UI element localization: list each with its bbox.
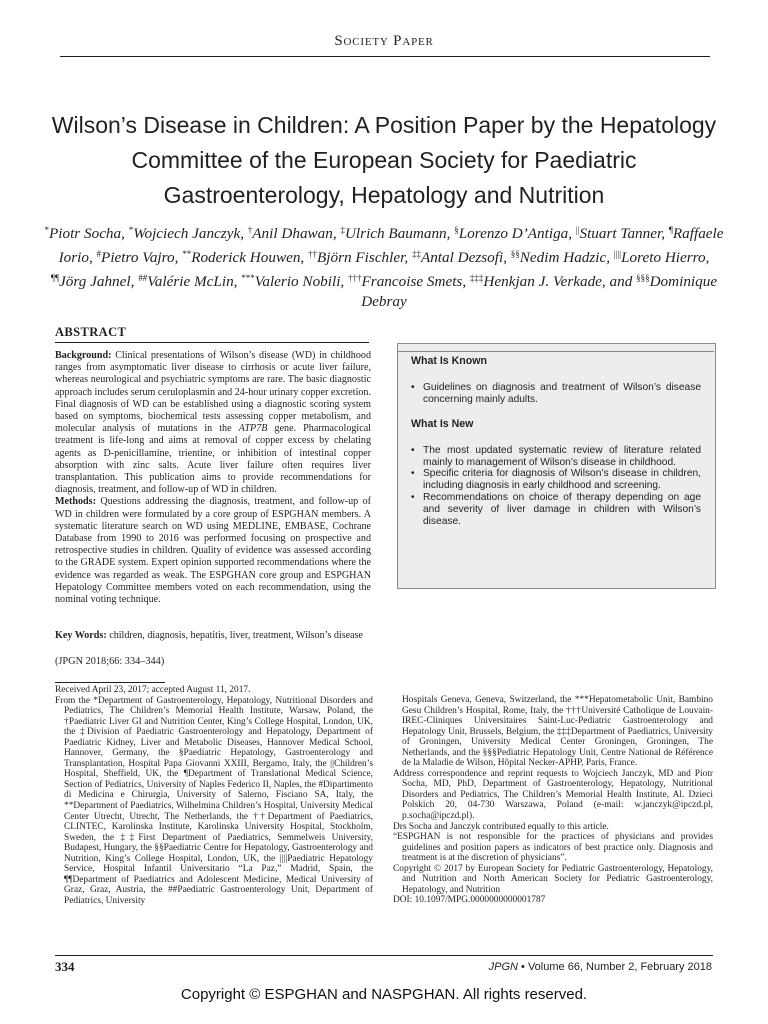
author [44, 225, 121, 242]
new-item: • Specific criteria for diagnosis of Wilson’s disease in children, including diagnosis in early childhood and screening. [411, 468, 701, 492]
doi: DOI: 10.1097/MPG.0000000000001787 [393, 895, 546, 906]
author-affiliation-mark: ¶ [668, 225, 673, 235]
author-affiliation-mark: ‡ [340, 225, 345, 235]
abstract-background [55, 350, 371, 496]
author-name: Roderick Houwen [191, 249, 301, 266]
correspondence: Address correspondence and reprint requests to Wojciech Janczyk, MD and Piotr Socha, MD, PhD, Department of Gastroenterology, Hepatology, Nutritional Disorders and Pediatrics, The Children’s Memorial Health Institute, Al. Dzieci Polskich 20, 04-730 Warszawa, Poland (e-mail: w.janczyk@ipczd.pl, p.socha@ipczd.pl). [393, 768, 713, 822]
copyright-bar: Copyright © ESPGHAN and NASPGHAN. All rights reserved. [180, 986, 588, 1003]
author-affiliation-mark: ** [182, 249, 192, 259]
author-affiliation-mark: § [454, 225, 459, 235]
author [248, 225, 333, 242]
author-name: Ulrich Baumann [344, 225, 447, 242]
author-name: Francoise Smets [361, 273, 463, 290]
author-name: Pietro Vajro [101, 249, 175, 266]
keywords-text: children, diagnosis, hepatitis, liver, treatment, Wilson’s disease [109, 630, 364, 641]
methods-label: Methods: [55, 496, 96, 508]
footnote-rule [55, 682, 165, 683]
author-affiliation-mark: |||| [613, 249, 622, 259]
author [340, 225, 446, 242]
footnotes-right-column [393, 695, 713, 906]
citation: (JPGN 2018;66: 334–344) [55, 656, 165, 667]
abstract-heading: ABSTRACT [55, 325, 127, 339]
background-text: Clinical presentations of Wilson’s disease (WD) in childhood ranges from asymptomatic liver disease to cirrhosis or acute liver failure, whereas neurological and psychiatric symptoms are rare. The basic diagnostic approach includes serum ceruloplasmin and 24-hour urinary copper excretion. Final diagnosis of WD can be established using a diagnostic scoring system based on symptoms, biochemical tests assessing copper metabolism, and molecular analysis of mutations in the [55, 350, 371, 435]
author-conjunction: and [609, 273, 637, 290]
author-affiliation-mark: §§§ [636, 273, 650, 283]
author-name: Piotr Socha [48, 225, 122, 242]
known-list [411, 382, 701, 406]
author-name: Antal Dezsofi [420, 249, 504, 266]
author-affiliation-mark: ‡‡‡ [469, 273, 484, 283]
author-affiliation-mark: # [96, 249, 102, 259]
author [51, 273, 131, 290]
background-label: Background: [55, 350, 112, 361]
author-affiliation-mark: † [247, 225, 253, 235]
author [412, 249, 503, 266]
author-name: Valerio Nobili [254, 273, 341, 290]
affiliations-right: Hospitals Geneva, Geneva, Switzerland, the ***Hepatometabolic Unit, Bambino Gesu Children’s Hospital, Rome, Italy, the †††Université Catholique de Louvain-IREC-Cliniques Universitaires Saint-Luc-Pediatric Gastroenterology and Hepatology Unit, Brussels, Belgium, the ‡‡‡Department of Paediatrics, University of Groningen, University Medical Center Groningen, Groningen, The Netherlands, and the §§§Pediatric Hepatology Unit, Centre National de Référence de la Maladie de Wilson, Hôpital Necker-APHP, Paris, France. [402, 695, 713, 769]
known-item: • Guidelines on diagnosis and treatment of Wilson’s disease concerning mainly adults. [411, 382, 701, 406]
footer-bullet: • [521, 961, 525, 973]
author-affiliation-mark: †† [308, 249, 318, 259]
author-affiliation-mark: * [128, 225, 134, 235]
author-affiliation-mark: §§ [510, 249, 520, 259]
page-number: 334 [55, 959, 75, 974]
author-affiliation-mark: || [575, 225, 580, 235]
received-dates: Received April 23, 2017; accepted August 11, 2017. [55, 685, 251, 695]
author-name: Jörg Jahnel [59, 273, 131, 290]
author [182, 249, 300, 266]
header-rule [60, 56, 710, 57]
author [138, 273, 233, 290]
author-name: Wojciech Janczyk [133, 225, 241, 242]
new-item: • The most updated systematic review of literature related mainly to management of Wilson’s disease in childhood. [411, 445, 701, 469]
author-name: Lorenzo D’Antiga [458, 225, 569, 242]
box-inner-rule [397, 351, 714, 352]
author [576, 225, 661, 242]
author-name: Loreto Hierro [621, 249, 706, 266]
journal-issue: Volume 66, Number 2, February 2018 [527, 961, 712, 973]
abstract-body [55, 350, 371, 606]
author [348, 273, 462, 290]
known-heading: What Is Known [411, 355, 487, 367]
author-name: Henkjan J. Verkade [483, 273, 602, 290]
journal-name: JPGN [488, 961, 518, 973]
keywords [55, 630, 371, 642]
author [129, 225, 240, 242]
new-heading: What Is New [411, 417, 474, 430]
section-heading: Society Paper [334, 33, 434, 49]
author-list: *Piotr Socha, *Wojciech Janczyk, †Anil Dhawan, ‡Ulrich Baumann, §Lorenzo D’Antiga, ||Stuart Tanner, ¶Raffaele Iorio, #Pietro Vajro, **Roderick Houwen, ††Björn Fischler, ‡‡Antal Dezsofi, §§Nedim Hadzic, ||||Loreto Hierro, ¶¶Jörg Jahnel, ##Valérie McLin, ***Valerio Nobili, †††Francoise Smets, ‡‡‡Henkjan J. Verkade, and §§§Dominique Debray [44, 225, 724, 310]
author-name: Nedim Hadzic [519, 249, 607, 266]
methods-text: Questions addressing the diagnosis, treatment, and follow-up of WD in children were formulated by a core group of ESPGHAN members. A systematic literature search on WD using MEDLINE, EMBASE, Cochrane Database from 1990 to 2016 was performed focusing on prospective and retrospective studies in children. Quality of evidence was assessed according to the GRADE system. Expert opinion supported recommendations where the evidence was regarded as weak. The ESPGHAN core group and ESPGHAN Hepatology Committee members voted on each recommendation, using the nominal voting technique. [55, 496, 371, 606]
author-name: Anil Dhawan [252, 225, 333, 242]
author-affiliation-mark: ‡‡ [411, 249, 421, 259]
what-is-known-box [397, 343, 716, 589]
author-affiliation-mark: ## [138, 273, 148, 283]
abstract-rule [55, 342, 369, 343]
copyright-notice: Copyright © 2017 by European Society for Pediatric Gastroenterology, Hepatology, and Nutrition and North American Society for Pediatric Gastroenterology, Hepatology, and Nutrition [393, 863, 713, 895]
author-affiliation-mark: ††† [348, 273, 362, 283]
author [614, 249, 706, 266]
author [308, 249, 404, 266]
footer-rule [55, 955, 713, 956]
author-name: Dominique Debray [361, 273, 718, 310]
author-name: Stuart Tanner [579, 225, 662, 242]
author-affiliation-mark: *** [241, 273, 255, 283]
author [470, 273, 602, 290]
new-list [411, 445, 701, 528]
paper-title: Wilson’s Disease in Children: A Position Paper by the Hepatology Committee of the European Society for Paediatric Gastroenterology, Hepatology and Nutrition [51, 112, 717, 208]
disclaimer: “ESPGHAN is not responsible for the practices of physicians and provides guidelines and position papers as indicators of best practice only. Diagnosis and treatment is at the discretion of physicians”. [393, 832, 713, 864]
equal-contribution: Drs Socha and Janczyk contributed equally to this article. [393, 821, 609, 832]
abstract-methods [55, 496, 371, 606]
journal-footer [489, 961, 712, 973]
affiliations-left: From the *Department of Gastroenterology, Hepatology, Nutritional Disorders and Pediatrics, The Children’s Memorial Health Institute, Warsaw, Poland, the †Paediatric Liver GI and Nutrition Center, King’s College Hospital, London, UK, the ‡Division of Paediatric Gastroenterology and Hepatology, Department of Paediatric Kidney, Liver and Metabolic Diseases, Hannover Medical School, Hannover, Germany, the §Paediatric Hepatology, Gastroenterology and Transplantation, Hospital Papa Giovanni XXIII, Bergamo, Italy, the ||Children’s Hospital, Sheffield, UK, the ¶Department of Translational Medical Science, Section of Pediatrics, University of Naples Federico II, Naples, the #Dipartimento di Medicina e Chirurgia, University of Salerno, Fisciano SA, Italy, the **Department of Paediatrics, Wilhelmina Children’s Hospital, University Medical Center Utrecht, Utrecht, The Netherlands, the ††Department of Paediatrics, CLINTEC, Karolinska Institute, Karolinska University Hospital, Stockholm, Sweden, the ‡‡First Department of Paediatrics, Semmelweis University, Budapest, Hungary, the §§Paediatric Centre for Hepatology, Gastroenterology and Nutrition, King’s College Hospital, London, UK, the ||||Paediatric Hepatology Service, Hospital Infantil Universitario “La Paz,” Madrid, Spain, the ¶¶Department of Paediatrics and Adolescent Medicine, Medical University of Graz, Graz, Austria, the ##Paediatric Gastroenterology Unit, Department of Pediatrics, University [55, 695, 373, 906]
author [454, 225, 568, 242]
author-name: Björn Fischler [317, 249, 405, 266]
author-affiliation-mark: ¶¶ [50, 273, 60, 283]
background-gene: ATP7B [238, 423, 268, 435]
keywords-label: Key Words: [55, 630, 107, 641]
author [97, 249, 175, 266]
author-affiliation-mark: * [44, 225, 49, 235]
author-name: Raffaele Iorio [58, 225, 724, 266]
background-text-2: gene. Pharmacological treatment is life-long and aims at removal of copper excess by chelating agents as D-penicillamine, trientine, or inhibition of intestinal copper absorption with zinc salts. Acute liver failure often requires liver transplantation. This publication aims to provide recommendations for diagnosis, treatment, and follow-up of WD in children. [55, 423, 371, 496]
new-item: • Recommendations on choice of therapy depending on age and severity of liver damage in children with Wilson’s disease. [411, 492, 701, 528]
author-name: Valérie McLin [147, 273, 234, 290]
author [511, 249, 606, 266]
footnotes-left-column [55, 685, 373, 906]
author [241, 273, 340, 290]
